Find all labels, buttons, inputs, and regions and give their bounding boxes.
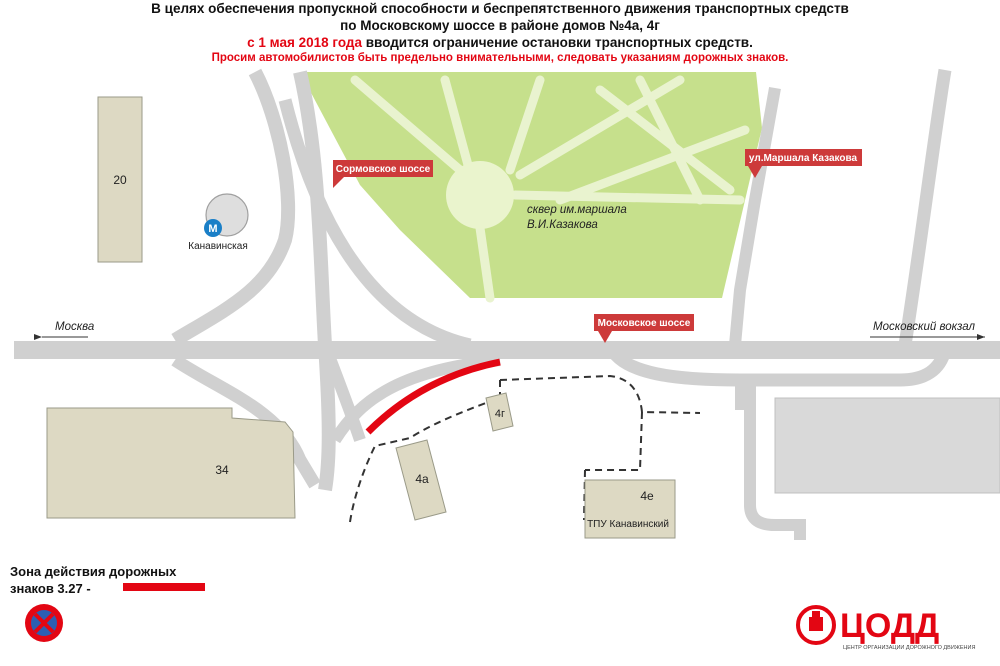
- label-building-4e: 4е: [640, 489, 654, 503]
- building-34: [47, 408, 295, 518]
- park-area: [300, 72, 762, 298]
- metro-station: [188, 194, 248, 252]
- date-highlight: с 1 мая 2018 года: [247, 35, 362, 50]
- header-line-1: В целях обеспечения пропускной способности и беспрепятственного движения транспортных средств: [151, 1, 849, 16]
- building-east: [775, 398, 1000, 493]
- stop-label-sormovskoe: Сормовское шоссе: [335, 164, 431, 175]
- label-building-4g: 4г: [494, 408, 506, 420]
- direction-left-label: Москва: [55, 321, 95, 333]
- metro-letter: М: [208, 223, 218, 235]
- park-label-1: сквер им.маршала: [527, 204, 627, 216]
- label-building-20: 20: [113, 173, 127, 187]
- legend-line-1: Зона действия дорожных: [10, 564, 177, 579]
- stop-label-kazakova: ул.Маршала Казакова: [748, 153, 858, 164]
- logo-subtitle: ЦЕНТР ОРГАНИЗАЦИИ ДОРОЖНОГО ДВИЖЕНИЯ: [843, 645, 976, 651]
- no-stopping-sign-icon: [25, 604, 63, 642]
- legend: [10, 563, 176, 597]
- stop-marker-moskovskoe[interactable]: [594, 314, 694, 343]
- label-building-4a: 4а: [415, 472, 429, 486]
- direction-right-label: Московский вокзал: [873, 321, 976, 333]
- date-rest: вводится ограничение остановки транспортных средств.: [361, 35, 753, 50]
- legend-line-2: знаков 3.27 -: [10, 581, 91, 596]
- label-tpu: ТПУ Канавинский: [587, 519, 669, 530]
- metro-name: Канавинская: [188, 241, 248, 252]
- header-warning: Просим автомобилистов быть предельно внимательными, следовать указаниям дорожных знаков.: [211, 52, 789, 64]
- logo-brand: ЦОДД: [840, 607, 940, 645]
- codd-logo: [798, 607, 975, 651]
- stop-label-moskovskoe: Московское шоссе: [597, 318, 691, 329]
- park-label-2: В.И.Казакова: [527, 219, 598, 231]
- header-line-2: по Московскому шоссе в районе домов №4а, 4г: [340, 18, 660, 33]
- label-building-34: 34: [215, 463, 229, 477]
